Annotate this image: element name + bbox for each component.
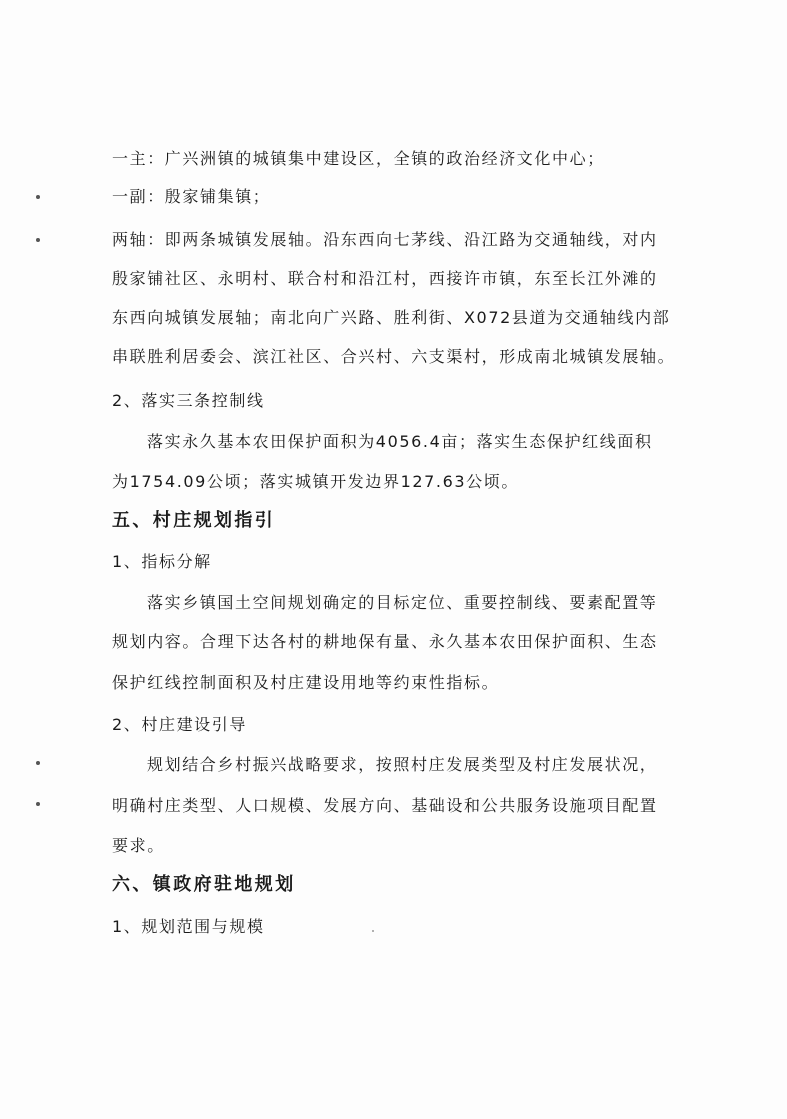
paragraph-two-axes-line-2: 殷家铺社区、永明村、联合村和沿江村，西接许市镇，东至长江外滩的 xyxy=(112,269,658,288)
paragraph-two-axes-line-3: 东西向城镇发展轴；南北向广兴路、胜利街、X072县道为交通轴线内部 xyxy=(112,308,671,327)
section-heading-town-government-planning: 六、镇政府驻地规划 xyxy=(112,874,296,895)
scan-binding-mark xyxy=(36,761,40,765)
subheading-planning-scope: 1、规划范围与规模 xyxy=(112,917,265,936)
paragraph-indicator-line-1: 落实乡镇国土空间规划确定的目标定位、重要控制线、要素配置等 xyxy=(147,593,658,612)
scan-binding-mark xyxy=(36,238,40,242)
scan-binding-mark xyxy=(36,195,40,199)
subheading-village-construction: 2、村庄建设引导 xyxy=(112,715,247,734)
subheading-indicator-breakdown: 1、指标分解 xyxy=(112,552,212,571)
paragraph-indicator-line-2: 规划内容。合理下达各村的耕地保有量、永久基本农田保护面积、生态 xyxy=(112,632,658,651)
section-heading-village-planning: 五、村庄规划指引 xyxy=(112,510,276,531)
subheading-control-lines: 2、落实三条控制线 xyxy=(112,391,265,410)
paragraph-sub-center: 一副：殷家铺集镇； xyxy=(112,187,271,206)
paragraph-construction-line-3: 要求。 xyxy=(112,836,165,855)
paragraph-two-axes-line-4: 串联胜利居委会、滨江社区、合兴村、六支渠村，形成南北城镇发展轴。 xyxy=(112,347,676,366)
paragraph-indicator-line-3: 保护红线控制面积及村庄建设用地等约束性指标。 xyxy=(112,673,500,692)
paragraph-construction-line-1: 规划结合乡村振兴战略要求，按照村庄发展类型及村庄发展状况， xyxy=(147,755,658,774)
paragraph-control-lines-line-2: 为1754.09公顷；落实城镇开发边界127.63公顷。 xyxy=(112,472,519,491)
scan-binding-mark xyxy=(36,802,40,806)
paragraph-construction-line-2: 明确村庄类型、人口规模、发展方向、基础设和公共服务设施项目配置 xyxy=(112,796,658,815)
paragraph-control-lines-line-1: 落实永久基本农田保护面积为4056.4亩；落实生态保护红线面积 xyxy=(147,432,653,451)
paragraph-main-center: 一主：广兴洲镇的城镇集中建设区，全镇的政治经济文化中心； xyxy=(112,149,605,168)
paragraph-two-axes-line-1: 两轴：即两条城镇发展轴。沿东西向七茅线、沿江路为交通轴线，对内 xyxy=(112,230,658,249)
scan-speck xyxy=(372,930,374,932)
